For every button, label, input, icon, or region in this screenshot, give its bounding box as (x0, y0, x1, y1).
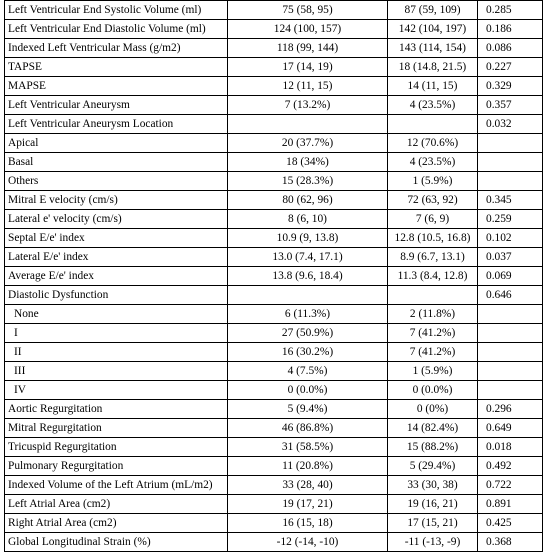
table-row (5, 362, 543, 381)
p-value-cell (478, 381, 543, 400)
row-label-cell: Tricuspid Regurgitation (5, 438, 228, 457)
row-label-cell: Septal E/e' index (5, 229, 228, 248)
group2-value-cell: 8.9 (6.7, 13.1) (388, 248, 478, 267)
row-label-cell: Left Ventricular End Diastolic Volume (ml) (5, 20, 228, 39)
row-label-cell: Diastolic Dysfunction (5, 286, 228, 305)
p-value-cell: 0.425 (478, 514, 543, 533)
table-row (5, 229, 543, 248)
group2-value-cell: 33 (30, 38) (388, 476, 478, 495)
group2-value-cell: 1 (5.9%) (388, 172, 478, 191)
p-value-cell: 0.102 (478, 229, 543, 248)
table-row (5, 305, 543, 324)
group1-value-cell: -12 (-14, -10) (228, 533, 388, 552)
group1-value-cell: 11 (20.8%) (228, 457, 388, 476)
group1-value-cell: 19 (17, 21) (228, 495, 388, 514)
row-label-cell: Global Longitudinal Strain (%) (5, 533, 228, 552)
row-label-cell: Left Ventricular Aneurysm Location (5, 115, 228, 134)
group2-value-cell: 15 (88.2%) (388, 438, 478, 457)
group2-value-cell: 12 (70.6%) (388, 134, 478, 153)
group2-value-cell: 4 (23.5%) (388, 153, 478, 172)
group1-value-cell: 10.9 (9, 13.8) (228, 229, 388, 248)
group2-value-cell: 0 (0%) (388, 400, 478, 419)
group2-value-cell: 0 (0.0%) (388, 381, 478, 400)
table-row (5, 153, 543, 172)
table-row (5, 495, 543, 514)
p-value-cell: 0.086 (478, 39, 543, 58)
group1-value-cell: 12 (11, 15) (228, 77, 388, 96)
table-body (5, 1, 543, 552)
table-row (5, 438, 543, 457)
row-label-cell: Indexed Left Ventricular Mass (g/m2) (5, 39, 228, 58)
row-label-cell: Indexed Volume of the Left Atrium (mL/m2) (5, 476, 228, 495)
p-value-cell: 0.032 (478, 115, 543, 134)
echocardiography-table (4, 0, 543, 552)
group1-value-cell: 16 (30.2%) (228, 343, 388, 362)
row-label-cell: III (5, 362, 228, 381)
row-label-cell: MAPSE (5, 77, 228, 96)
p-value-cell: 0.891 (478, 495, 543, 514)
group2-value-cell: 7 (41.2%) (388, 324, 478, 343)
table-row (5, 1, 543, 20)
group1-value-cell: 13.0 (7.4, 17.1) (228, 248, 388, 267)
p-value-cell (478, 362, 543, 381)
p-value-cell: 0.018 (478, 438, 543, 457)
group2-value-cell: 1 (5.9%) (388, 362, 478, 381)
row-label-cell: Mitral Regurgitation (5, 419, 228, 438)
group2-value-cell: 7 (6, 9) (388, 210, 478, 229)
group1-value-cell: 27 (50.9%) (228, 324, 388, 343)
table-row (5, 115, 543, 134)
group1-value-cell: 31 (58.5%) (228, 438, 388, 457)
p-value-cell (478, 305, 543, 324)
p-value-cell: 0.646 (478, 286, 543, 305)
table-row (5, 20, 543, 39)
group1-value-cell: 15 (28.3%) (228, 172, 388, 191)
row-label-cell: Left Ventricular End Systolic Volume (ml) (5, 1, 228, 20)
p-value-cell (478, 324, 543, 343)
row-label-cell: II (5, 343, 228, 362)
row-label-cell: Lateral E/e' index (5, 248, 228, 267)
group1-value-cell: 18 (34%) (228, 153, 388, 172)
group2-value-cell (388, 115, 478, 134)
p-value-cell: 0.186 (478, 20, 543, 39)
group1-value-cell: 17 (14, 19) (228, 58, 388, 77)
p-value-cell: 0.329 (478, 77, 543, 96)
group1-value-cell: 7 (13.2%) (228, 96, 388, 115)
group1-value-cell: 8 (6, 10) (228, 210, 388, 229)
table-row (5, 39, 543, 58)
table-row (5, 172, 543, 191)
row-label-cell: None (5, 305, 228, 324)
group1-value-cell: 46 (86.8%) (228, 419, 388, 438)
table-row (5, 419, 543, 438)
table-row (5, 96, 543, 115)
p-value-cell: 0.296 (478, 400, 543, 419)
row-label-cell: Aortic Regurgitation (5, 400, 228, 419)
group1-value-cell: 80 (62, 96) (228, 191, 388, 210)
group1-value-cell: 6 (11.3%) (228, 305, 388, 324)
p-value-cell: 0.649 (478, 419, 543, 438)
group2-value-cell (388, 286, 478, 305)
group1-value-cell: 20 (37.7%) (228, 134, 388, 153)
p-value-cell (478, 134, 543, 153)
p-value-cell (478, 172, 543, 191)
group1-value-cell (228, 115, 388, 134)
group2-value-cell: -11 (-13, -9) (388, 533, 478, 552)
row-label-cell: TAPSE (5, 58, 228, 77)
table-row (5, 134, 543, 153)
group2-value-cell: 19 (16, 21) (388, 495, 478, 514)
group1-value-cell: 33 (28, 40) (228, 476, 388, 495)
table-row (5, 286, 543, 305)
p-value-cell (478, 343, 543, 362)
table-row (5, 457, 543, 476)
group1-value-cell: 118 (99, 144) (228, 39, 388, 58)
row-label-cell: Others (5, 172, 228, 191)
table-row (5, 58, 543, 77)
group2-value-cell: 14 (82.4%) (388, 419, 478, 438)
p-value-cell: 0.368 (478, 533, 543, 552)
group1-value-cell (228, 286, 388, 305)
group2-value-cell: 2 (11.8%) (388, 305, 478, 324)
row-label-cell: Right Atrial Area (cm2) (5, 514, 228, 533)
p-value-cell: 0.069 (478, 267, 543, 286)
p-value-cell (478, 153, 543, 172)
group1-value-cell: 5 (9.4%) (228, 400, 388, 419)
group2-value-cell: 72 (63, 92) (388, 191, 478, 210)
group1-value-cell: 124 (100, 157) (228, 20, 388, 39)
table-row (5, 210, 543, 229)
p-value-cell: 0.259 (478, 210, 543, 229)
row-label-cell: Apical (5, 134, 228, 153)
group2-value-cell: 14 (11, 15) (388, 77, 478, 96)
table-row (5, 533, 543, 552)
row-label-cell: Average E/e' index (5, 267, 228, 286)
table-row (5, 324, 543, 343)
p-value-cell: 0.345 (478, 191, 543, 210)
group2-value-cell: 87 (59, 109) (388, 1, 478, 20)
table-row (5, 514, 543, 533)
p-value-cell: 0.227 (478, 58, 543, 77)
row-label-cell: Basal (5, 153, 228, 172)
group2-value-cell: 143 (114, 154) (388, 39, 478, 58)
row-label-cell: IV (5, 381, 228, 400)
table-row (5, 400, 543, 419)
p-value-cell: 0.722 (478, 476, 543, 495)
group2-value-cell: 12.8 (10.5, 16.8) (388, 229, 478, 248)
p-value-cell: 0.492 (478, 457, 543, 476)
group1-value-cell: 13.8 (9.6, 18.4) (228, 267, 388, 286)
table-row (5, 77, 543, 96)
table-row (5, 476, 543, 495)
group1-value-cell: 0 (0.0%) (228, 381, 388, 400)
group2-value-cell: 18 (14.8, 21.5) (388, 58, 478, 77)
p-value-cell: 0.285 (478, 1, 543, 20)
table-row (5, 248, 543, 267)
p-value-cell: 0.357 (478, 96, 543, 115)
row-label-cell: Left Ventricular Aneurysm (5, 96, 228, 115)
group1-value-cell: 75 (58, 95) (228, 1, 388, 20)
row-label-cell: Mitral E velocity (cm/s) (5, 191, 228, 210)
group1-value-cell: 4 (7.5%) (228, 362, 388, 381)
group2-value-cell: 142 (104, 197) (388, 20, 478, 39)
group1-value-cell: 16 (15, 18) (228, 514, 388, 533)
group2-value-cell: 11.3 (8.4, 12.8) (388, 267, 478, 286)
row-label-cell: Pulmonary Regurgitation (5, 457, 228, 476)
table-row (5, 343, 543, 362)
group2-value-cell: 5 (29.4%) (388, 457, 478, 476)
row-label-cell: Left Atrial Area (cm2) (5, 495, 228, 514)
group2-value-cell: 17 (15, 21) (388, 514, 478, 533)
row-label-cell: I (5, 324, 228, 343)
table-row (5, 267, 543, 286)
group2-value-cell: 7 (41.2%) (388, 343, 478, 362)
group2-value-cell: 4 (23.5%) (388, 96, 478, 115)
row-label-cell: Lateral e' velocity (cm/s) (5, 210, 228, 229)
table-row (5, 381, 543, 400)
table-row (5, 191, 543, 210)
p-value-cell: 0.037 (478, 248, 543, 267)
